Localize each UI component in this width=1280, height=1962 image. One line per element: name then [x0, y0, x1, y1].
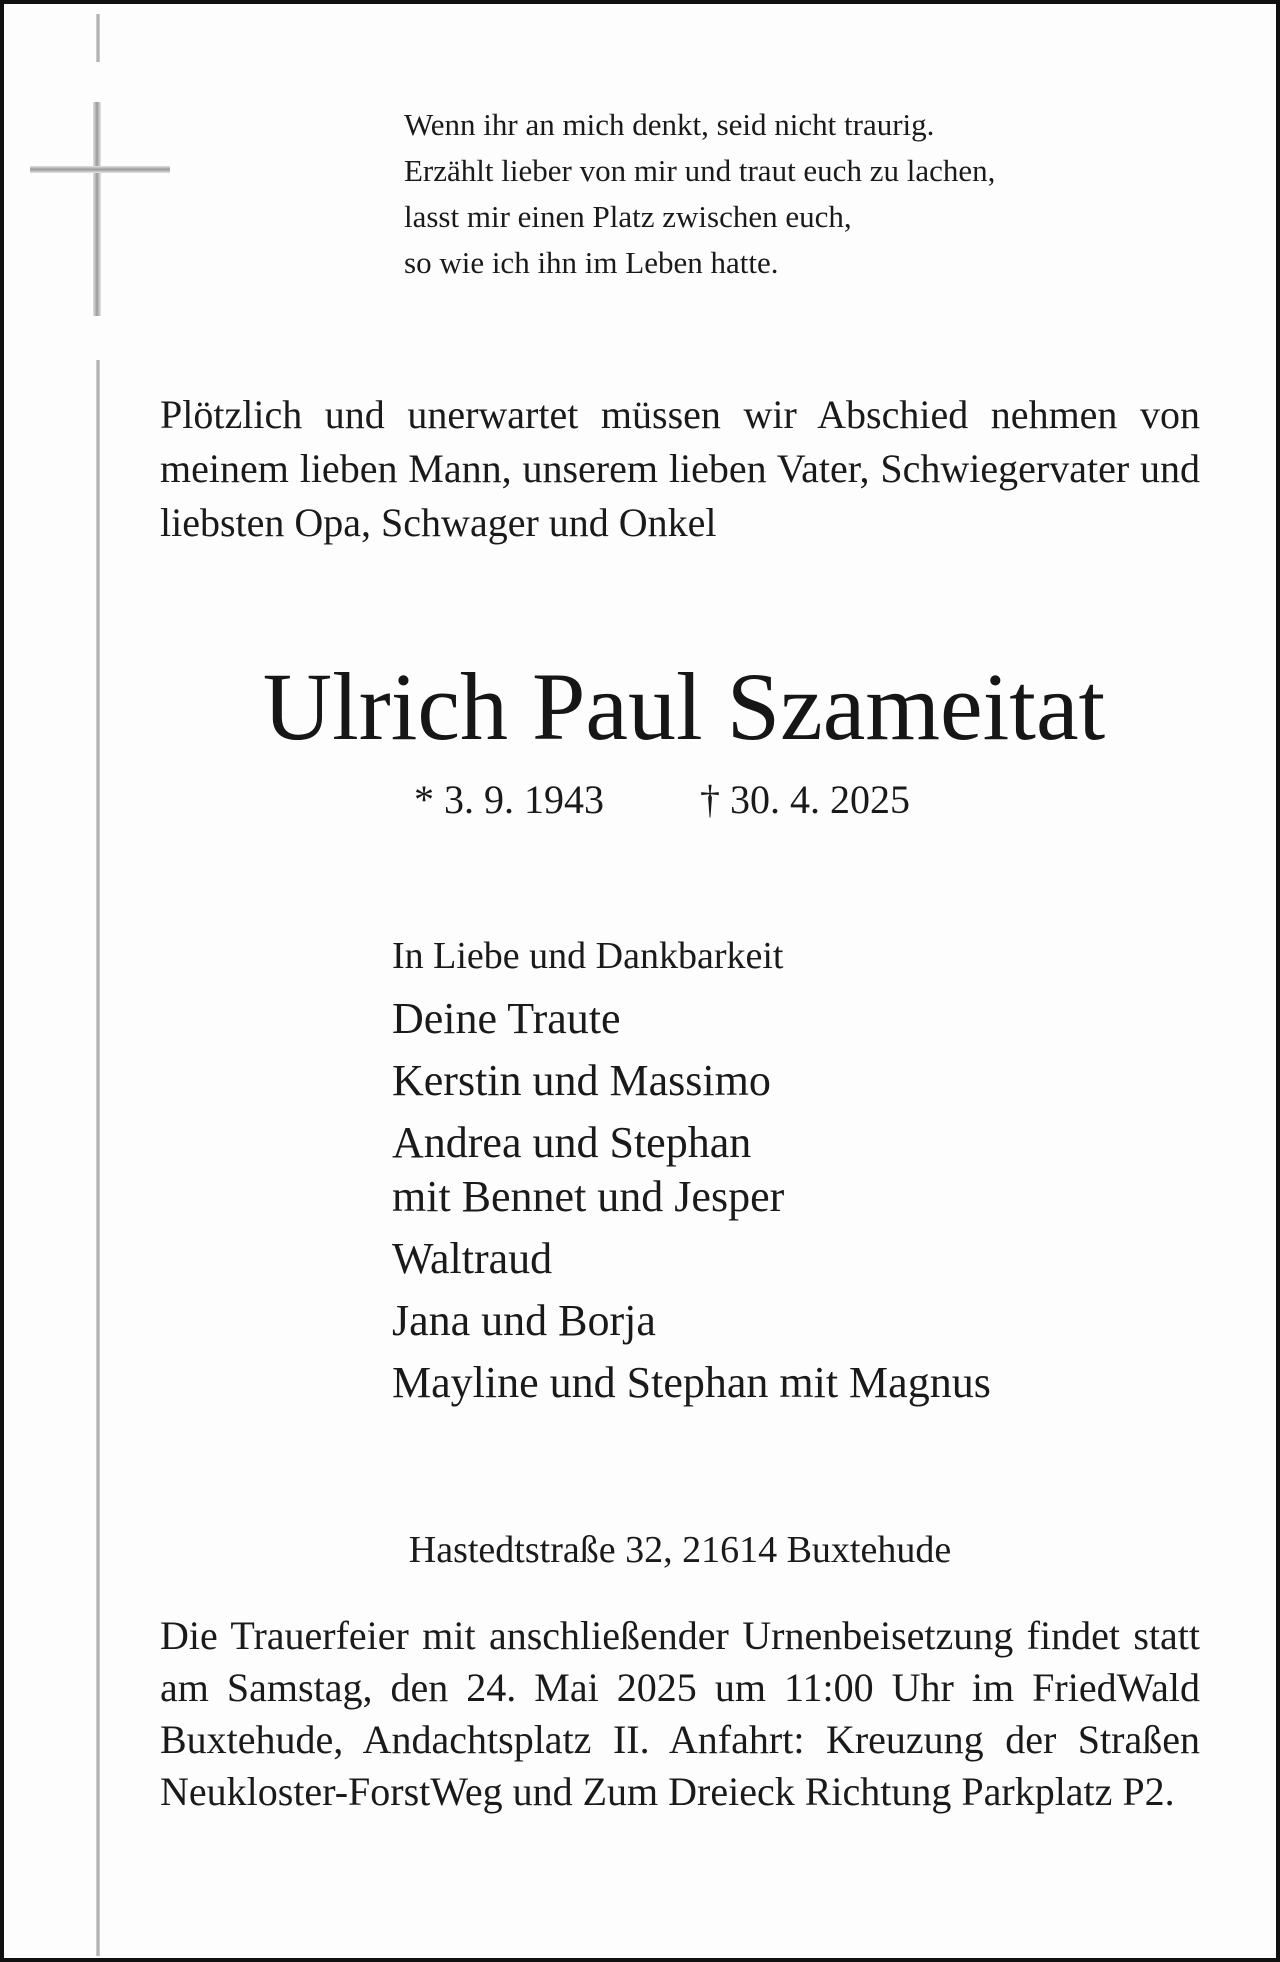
poem-line: lasst mir einen Platz zwischen euch,: [404, 199, 852, 234]
poem-line: Wenn ihr an mich denkt, seid nicht traurig.: [404, 107, 935, 142]
death-date: † 30. 4. 2025: [700, 777, 910, 822]
decorative-vertical-line-top: [96, 14, 100, 62]
mourners-greeting: In Liebe und Dankbarkeit: [392, 935, 784, 977]
mourners-list: [392, 926, 991, 1418]
service-details: Die Trauerfeier mit anschließender Urnenbeisetzung findet statt am Samstag, den 24. Mai 2025 um 11:00 Uhr im FriedWald Buxtehude, Andachtsplatz II. Anfahrt: Kreuzung der Straßen Neukloster-ForstWeg und Zum Dreieck Richtung Parkplatz P2.: [160, 1613, 1200, 1814]
address: Hastedtstraße 32, 21614 Buxtehude: [408, 1529, 952, 1571]
mourner-name: Jana und Borja: [392, 1296, 656, 1345]
life-dates: [414, 770, 910, 830]
poem-line: Erzählt lieber von mir und traut euch zu lachen,: [404, 153, 996, 188]
mourner-name: Mayline und Stephan mit Magnus: [392, 1358, 991, 1407]
cross-stem: [93, 102, 101, 316]
mourner-name: mit Bennet und Jesper: [392, 1172, 785, 1221]
mourner-name: Andrea und Stephan: [392, 1118, 752, 1167]
poem: [404, 102, 995, 286]
poem-line: so wie ich ihn im Leben hatte.: [404, 245, 779, 280]
mourner-name: Deine Traute: [392, 994, 621, 1043]
cross-bar: [30, 166, 170, 173]
mourner-name: Kerstin und Massimo: [392, 1056, 771, 1105]
deceased-name: Ulrich Paul Szameitat: [262, 653, 1106, 760]
mourner-name: Waltraud: [392, 1234, 553, 1283]
birth-date: * 3. 9. 1943: [414, 777, 604, 822]
decorative-vertical-line: [96, 360, 100, 1956]
cross-icon: [30, 102, 170, 316]
intro-text: Plötzlich und unerwartet müssen wir Abschied nehmen von meinem lieben Mann, unserem lieben Vater, Schwiegervater und liebsten Opa, Schwager und Onkel: [160, 392, 1200, 545]
